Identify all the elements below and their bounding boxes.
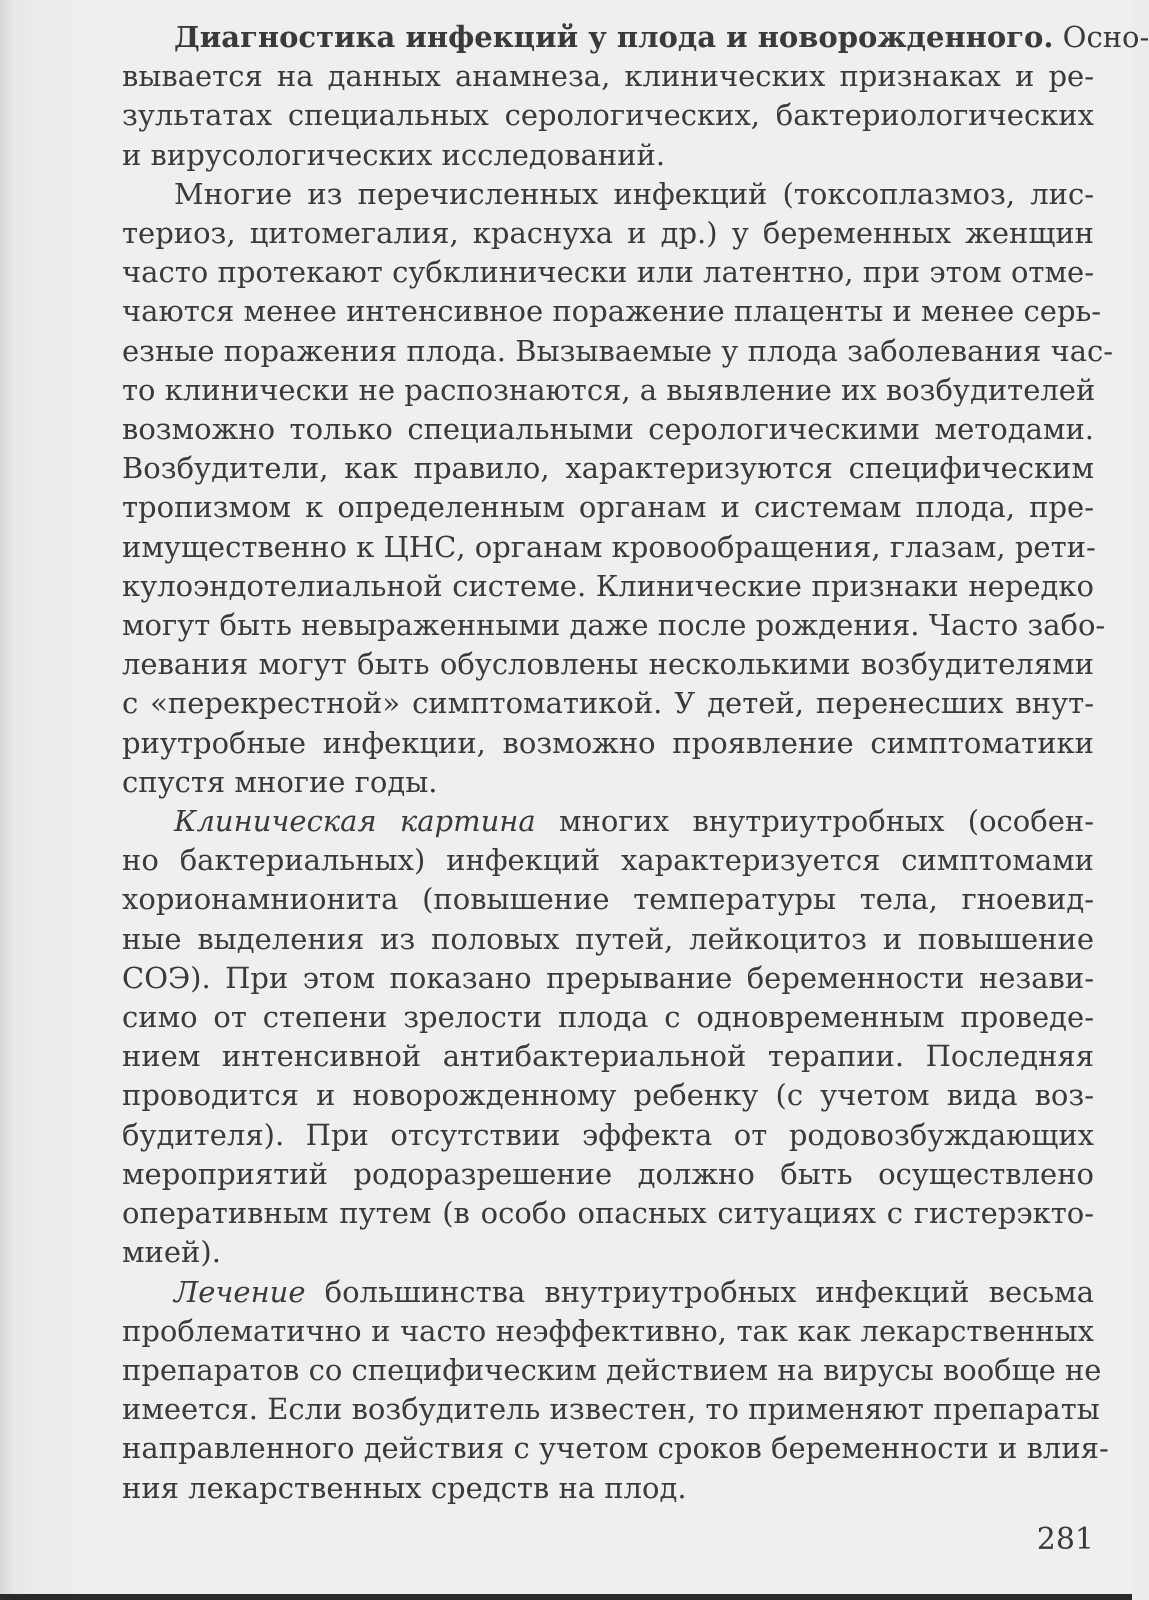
page-gutter [0,0,14,1600]
text-line: возможно только специальными серологическими методами. [122,412,1094,447]
text-line: ния лекарственных средств на плод. [122,1470,687,1505]
text-line: кулоэндотелиальной системе. Клинические признаки нередко [122,568,1094,603]
text-line: и вирусологических исследований. [122,137,666,172]
text-line: мероприятий родоразрешение должно быть осуществлено [122,1156,1094,1191]
run-in-heading-treatment: Лечение [174,1274,306,1309]
text-line: проблематично и часто неэффективно, так как лекарственных [122,1313,1094,1348]
text-line: спустя многие годы. [122,764,438,799]
text-line: с «перекрестной» симптоматикой. У детей, перенесших внут- [122,686,1094,721]
text-line: хорионамнионита (повышение температуры тела, гноевид- [122,882,1094,917]
text-line: имеется. Если возбудитель известен, то применяют препараты [122,1392,1100,1427]
page-number: 281 [1036,1522,1094,1557]
text-line: проводится и новорожденному ребенку (с учетом вида воз- [122,1078,1094,1113]
text-line: чаются менее интенсивное поражение плаценты и менее серь- [122,294,1102,329]
text-line: нием интенсивной антибактериальной терапии. Последняя [122,1039,1094,1074]
text-line: то клинически не распознаются, а выявление их возбудителей [122,372,1096,407]
text-line: вывается на данных анамнеза, клинических признаках и ре- [122,59,1094,94]
text-line: териоз, цитомегалия, краснуха и др.) у беременных женщин [122,216,1094,251]
text-line: езные поражения плода. Вызываемые у плода заболевания час- [122,333,1114,368]
body-text [122,18,1149,1508]
text-line: но бактериальных) инфекций характеризуется симптомами [122,843,1094,878]
paragraph-treatment [122,1273,1109,1508]
text-line: Клиническая картина многих внутриутробных (особен- [174,804,1094,839]
text-line: зультатах специальных серологических, бактериологических [122,98,1094,133]
text-line: симо от степени зрелости плода с одновременным проведе- [122,1000,1094,1035]
text-line: Лечение большинства внутриутробных инфекций весьма [174,1274,1094,1309]
text-line: СОЭ). При этом показано прерывание беременности незави- [122,960,1094,995]
text-line: риутробные инфекции, возможно проявление симптоматики [122,725,1094,760]
text-line: могут быть невыраженными даже после рождения. Часто забо- [122,608,1106,643]
text-line: левания могут быть обусловлены несколькими возбудителями [122,647,1094,682]
text-line: Диагностика инфекций у плода и новорожденного. Осно- [174,20,1149,54]
text-line: будителя). При отсутствии эффекта от родовозбуждающих [122,1117,1094,1152]
paragraph-infections [122,175,1114,802]
text-line: ные выделения из половых путей, лейкоцитоз и повышение [122,921,1094,956]
text-line: тропизмом к определенным органам и системам плода, пре- [122,490,1094,525]
page-bottom-edge [0,1594,1132,1600]
text-line: оперативным путем (в особо опасных ситуациях с гистерэкто- [122,1196,1094,1231]
text-line: мией). [122,1235,221,1270]
run-in-heading-clinical: Клиническая картина [174,804,536,839]
text-line: имущественно к ЦНС, органам кровообращения, глазам, рети- [122,529,1096,564]
text-line: препаратов со специфическим действием на вирусы вообще не [122,1352,1102,1387]
text-line: направленного действия с учетом сроков беременности и влия- [122,1431,1109,1466]
text-line: Возбудители, как правило, характеризуются специфическим [122,451,1094,486]
paragraph-diagnostics [122,18,1149,175]
text-line: Многие из перечисленных инфекций (токсоплазмоз, лис- [174,176,1094,211]
text-line: часто протекают субклинически или латентно, при этом отме- [122,255,1094,290]
paragraph-clinical [122,802,1094,1272]
run-in-heading-diagnostics: Диагностика инфекций у плода и новорожденного. [174,20,1054,54]
